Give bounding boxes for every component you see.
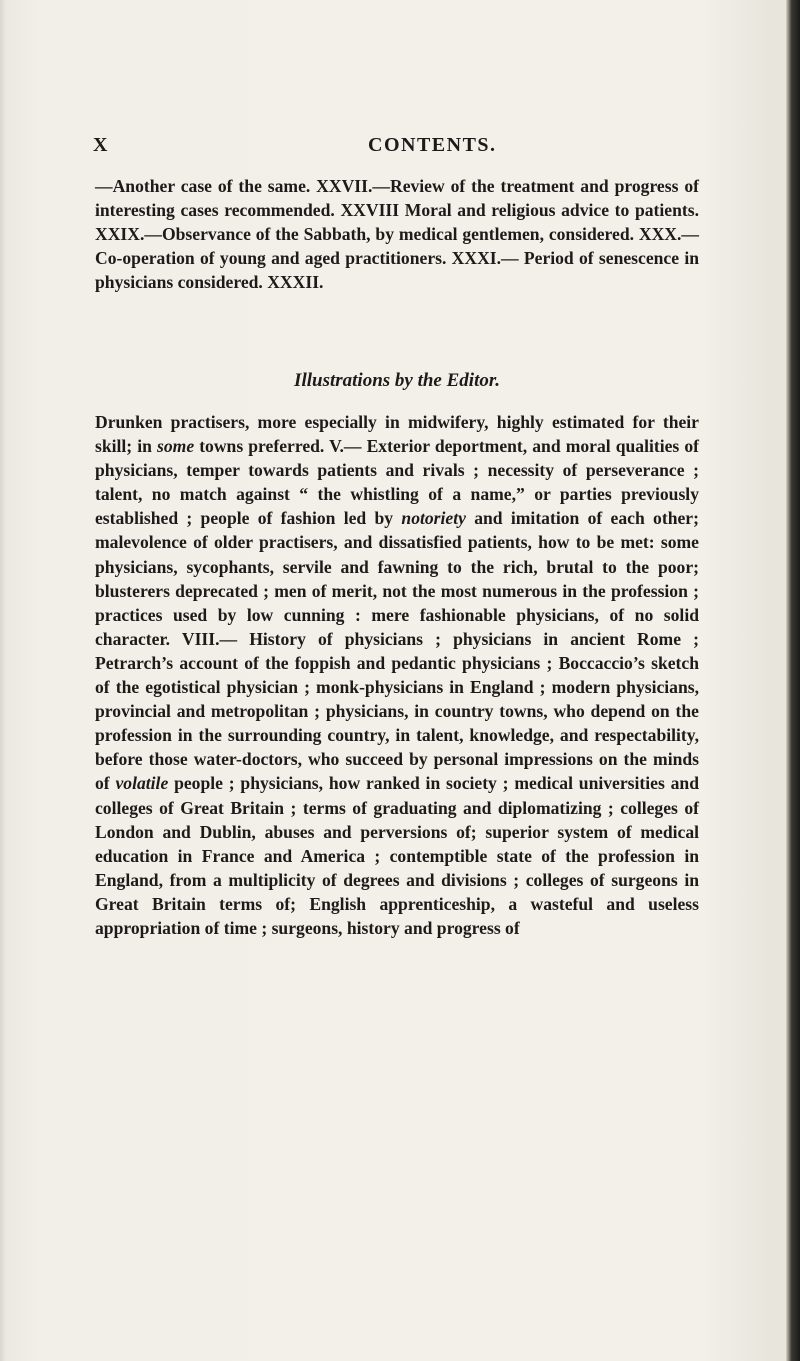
page-header	[93, 134, 693, 164]
text-run: people ; physicians, how ranked in society ; medical universities and colleges of Great Britain ; terms of graduating and diplomatizing ; colleges of London and Dublin, abuses and perversions of; superior system of medical education in France and America ; contemptible state of the profession in England, from a multiplicity of degrees and divisions ; colleges of surgeons in Great Britain terms of; English apprenticeship, a wasteful and useless appropriation of time ; surgeons, history and progress of	[95, 773, 699, 938]
page-left-shadow	[0, 0, 6, 1361]
running-title: CONTENTS.	[368, 134, 497, 156]
page-binding-edge	[786, 0, 800, 1361]
italic-word-volatile: volatile	[115, 773, 169, 794]
italic-word-some: some	[156, 436, 195, 457]
page-number: X	[93, 134, 108, 156]
text-run: Drunken practisers, more especially in midwifery, highly estimated for their skill; in	[95, 412, 699, 457]
contents-paragraph-top: —Another case of the same. XXVII.—Review of the treatment and progress of interesting cases recommended. XXVIII Moral and religious advice to patients. XXIX.—Observance of the Sabbath, by medical gentlemen, considered. XXX.— Co-operation of young and aged practitioners. XXXI.— Period of senescence in physicians considered. XXXII.	[95, 176, 699, 293]
section-subheading: Illustrations by the Editor.	[294, 370, 500, 391]
italic-word-notoriety: notoriety	[401, 508, 466, 529]
contents-paragraph-main	[95, 410, 699, 940]
text-run: towns preferred. V.— Exterior deportment, and moral qualities of physicians, temper towards patients and rivals ; necessity of perseverance ; talent, no match against “ the whistling of a name,” or parties previously established ; people of fashion led by	[95, 436, 699, 529]
text-run: and imitation of each other; malevolence of older practisers, and dissatisfied patients, how to be met: some physicians, sycophants, servile and fawning to the rich, brutal to the poor; blusterers deprecated ; men of merit, not the most numerous in the profession ; practices used by low cunning : mere fashionable physicians, of no solid character. VIII.— History of physicians ; physicians in ancient Rome ; Petrarch’s account of the foppish and pedantic physicians ; Boccaccio’s sketch of the egotistical physician ; monk-physicians in England ; modern physicians, provincial and metropolitan ; physicians, in country towns, who depend on the profession in the surrounding country, in talent, knowledge, and respectability, before those water-doctors, who succeed by personal impressions on the minds of	[95, 508, 699, 794]
